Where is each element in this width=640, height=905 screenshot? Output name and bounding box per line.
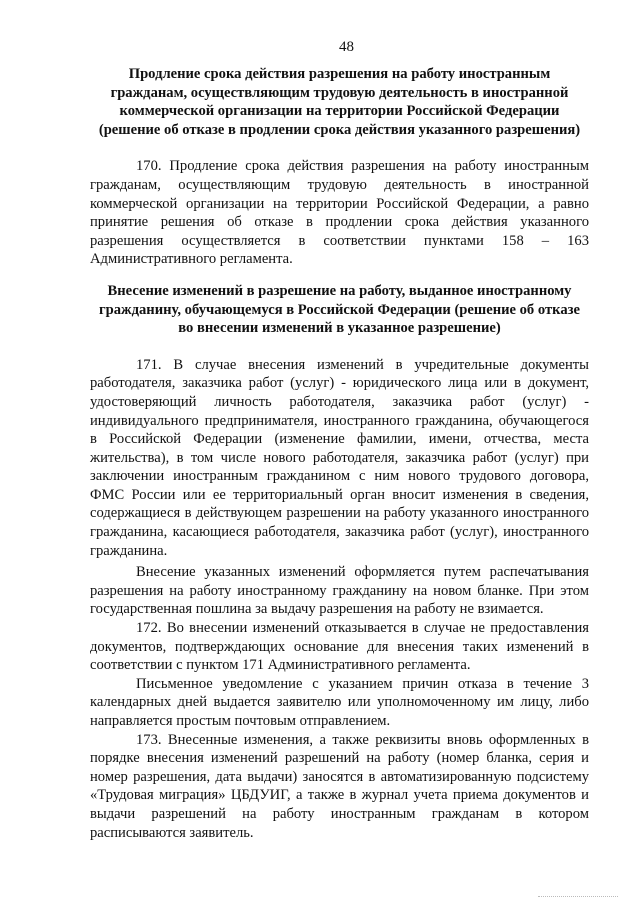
scan-edge-mark [538, 895, 618, 897]
paragraph-171: 171. В случае внесения изменений в учредительные документы работодателя, заказчика работ (услуг) - юридического лица или в документ, удостоверяющий личность работодателя, заказчика работ (услуг) - индивидуального предпринимателя, иностранного гражданина, обучающегося в Российской Федерации (изменение фамилии, имени, отчества, места жительства), в том числе нового работодателя, заказчика работ (услуг) при заключении иностранным гражданином с ним нового трудового договора, ФМС России или ее территориальный орган вносит изменения в сведения, содержащиеся в действующем разрешении на работу указанного иностранного гражданина, касающиеся работодателя, заказчика работ (услуг), иностранного гражданина. [90, 356, 589, 559]
heading-line: во внесении изменений в указанное разрешение) [178, 320, 501, 337]
section-heading-amendments [90, 282, 589, 338]
page-number: 48 [339, 39, 354, 55]
paragraph-173: 173. Внесенные изменения, а также реквизиты вновь оформленных в порядке внесения изменений разрешений на работу (номер бланка, серия и номер разрешения, дата выдачи) заносятся в автоматизированную подсистему «Трудовая миграция» ЦБДУИГ, а также в журнал учета приема документов и выдачи разрешений на работу иностранным гражданам в котором расписываются заявитель. [90, 731, 589, 841]
paragraph-172: 172. Во внесении изменений отказывается в случае не предоставления документов, подтверждающих основание для внесения таких изменений в соответствии с пунктом 171 Административного регламента. [90, 620, 589, 674]
paragraph-171-note: Внесение указанных изменений оформляется путем распечатывания разрешения на работу иностранному гражданину на новом бланке. При этом государственная пошлина за выдачу разрешения на работу не взимается. [90, 564, 589, 618]
section-heading-prolongation [90, 65, 589, 139]
paragraph-172-note: Письменное уведомление с указанием причин отказа в течение 3 календарных дней выдается заявителю или уполномоченному им лицу, либо направляется простым почтовым отправлением. [90, 675, 589, 729]
heading-line: гражданам, осуществляющим трудовую деятельность в иностранной [110, 84, 569, 101]
heading-line: (решение об отказе в продлении срока действия указанного разрешения) [98, 121, 581, 138]
heading-line: Продление срока действия разрешения на работу иностранным [128, 66, 551, 82]
paragraph-170: 170. Продление срока действия разрешения на работу иностранным гражданам, осуществляющим трудовую деятельность в иностранной коммерческой организации на территории Российской Федерации, а равно принятие решения об отказе в продлении срока действия указанного разрешения осуществляется в соответствии пунктами 158 – 163 Административного регламента. [90, 158, 589, 268]
heading-line: Внесение изменений в разрешение на работу, выданное иностранному [107, 282, 572, 299]
heading-line: коммерческой организации на территории Российской Федерации [119, 103, 560, 120]
heading-line: гражданину, обучающемуся в Российской Федерации (решение об отказе [99, 301, 580, 318]
